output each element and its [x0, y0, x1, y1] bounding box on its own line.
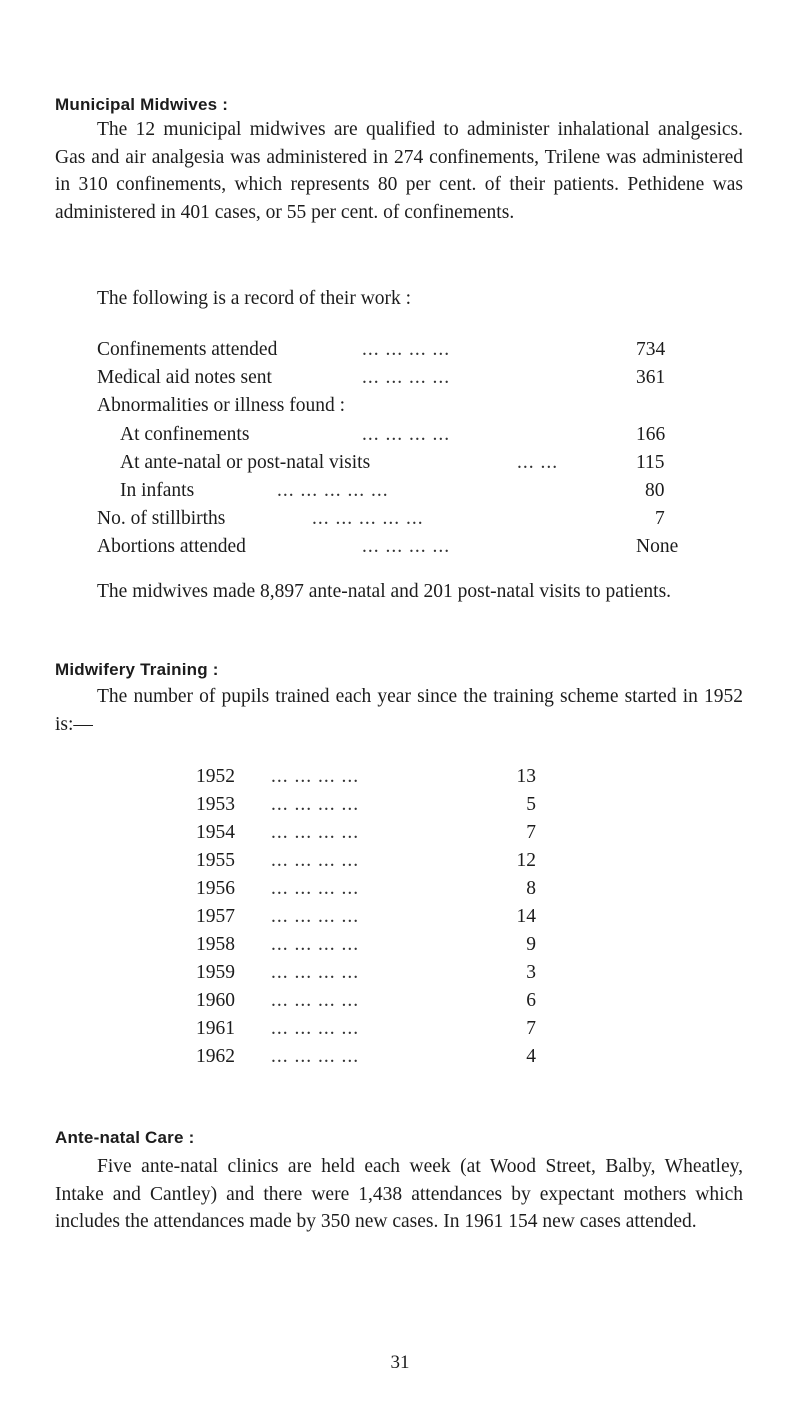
year-value: 3 [526, 962, 536, 983]
record-row-confinements [97, 336, 697, 364]
leader-dots: ... ... ... ... [271, 878, 360, 899]
year-value: 7 [526, 822, 536, 843]
page-number: 31 [390, 1352, 410, 1373]
leader-dots: ... ... ... ... [271, 1018, 360, 1039]
year-value: 5 [526, 794, 536, 815]
year-value: 4 [526, 1046, 536, 1067]
year-label: 1962 [196, 1046, 235, 1067]
leader-dots: ... ... ... ... ... [312, 508, 424, 529]
leader-dots: ... ... ... ... [362, 536, 451, 557]
year-label: 1956 [196, 878, 235, 899]
record-value: 361 [636, 367, 666, 388]
year-value: 14 [516, 906, 536, 927]
record-label: In infants [120, 480, 195, 501]
year-value: 8 [526, 878, 536, 899]
leader-dots: ... ... ... ... [271, 822, 360, 843]
year-row [196, 903, 536, 931]
year-value: 12 [516, 850, 536, 871]
leader-dots: ... ... ... ... [362, 367, 451, 388]
year-label: 1952 [196, 766, 235, 787]
year-row [196, 959, 536, 987]
year-row [196, 791, 536, 819]
record-intro: The following is a record of their work : [97, 288, 412, 309]
year-row [196, 1043, 536, 1071]
record-value: 80 [645, 480, 665, 501]
record-label: Abnormalities or illness found : [97, 395, 346, 416]
record-label: Medical aid notes sent [97, 367, 272, 388]
leader-dots: ... ... ... ... [362, 424, 451, 445]
record-label: At ante-natal or post-natal visits [120, 452, 371, 473]
leader-dots: ... ... ... ... [271, 850, 360, 871]
record-value: 734 [636, 339, 666, 360]
year-value: 7 [526, 1018, 536, 1039]
leader-dots: ... ... ... ... ... [277, 480, 389, 501]
leader-dots: ... ... ... ... [271, 794, 360, 815]
record-row-stillbirths [97, 505, 697, 533]
record-label: Abortions attended [97, 536, 246, 557]
year-value: 9 [526, 934, 536, 955]
year-label: 1953 [196, 794, 235, 815]
municipal-midwives-heading: Municipal Midwives : [55, 95, 229, 114]
year-row [196, 1015, 536, 1043]
midwifery-training-heading: Midwifery Training : [55, 660, 219, 679]
year-row [196, 931, 536, 959]
record-value: 7 [655, 508, 665, 529]
record-value: 166 [636, 424, 666, 445]
year-row [196, 875, 536, 903]
leader-dots: ... ... ... ... [271, 766, 360, 787]
year-row [196, 763, 536, 791]
leader-dots: ... ... ... ... [271, 934, 360, 955]
year-row [196, 987, 536, 1015]
year-label: 1954 [196, 822, 235, 843]
visits-paragraph: The midwives made 8,897 ante-natal and 201 post-natal visits to patients. [97, 581, 672, 602]
leader-dots: ... ... ... ... [271, 906, 360, 927]
record-value: None [636, 536, 679, 557]
record-label: No. of stillbirths [97, 508, 226, 529]
year-value: 13 [516, 766, 536, 787]
year-label: 1955 [196, 850, 235, 871]
record-row-abortions [97, 533, 697, 561]
year-label: 1960 [196, 990, 235, 1011]
ante-natal-paragraph: Five ante-natal clinics are held each week (at Wood Street, Balby, Wheatley, Intake and Cantley) and there were 1,438 attendances by expectant mothers which includes the attendances made by 350 new cases. In 1961 154 new cases attended. [55, 1156, 743, 1233]
leader-dots: ... ... ... ... [362, 339, 451, 360]
leader-dots: ... ... ... ... [271, 990, 360, 1011]
leader-dots: ... ... ... ... [271, 962, 360, 983]
ante-natal-care-heading: Ante-natal Care : [55, 1128, 195, 1147]
record-row-medical-aid [97, 364, 697, 392]
record-label: Confinements attended [97, 339, 278, 360]
leader-dots: ... ... ... ... [271, 1046, 360, 1067]
record-row-visits [97, 449, 697, 477]
year-label: 1957 [196, 906, 235, 927]
year-value: 6 [526, 990, 536, 1011]
record-row-abnormalities-heading [97, 392, 697, 420]
record-label: At confinements [120, 424, 250, 445]
year-row [196, 819, 536, 847]
leader-dots: ... ... [517, 452, 559, 473]
analgesics-paragraph: The 12 municipal midwives are qualified to administer inhalational analgesics. Gas and air analgesia was administered in 274 confinements, Trilene was administered in 310 confinements, which represents 80 per cent. of their patients. Pethidene was administered in 401 cases, or 55 per cent. of confinements. [55, 119, 743, 223]
year-label: 1961 [196, 1018, 235, 1039]
record-row-infants [97, 477, 697, 505]
training-paragraph: The number of pupils trained each year since the training scheme started in 1952 is:— [55, 686, 743, 735]
year-row [196, 847, 536, 875]
year-label: 1958 [196, 934, 235, 955]
record-row-at-confinements [97, 421, 697, 449]
year-label: 1959 [196, 962, 235, 983]
record-value: 115 [636, 452, 665, 473]
